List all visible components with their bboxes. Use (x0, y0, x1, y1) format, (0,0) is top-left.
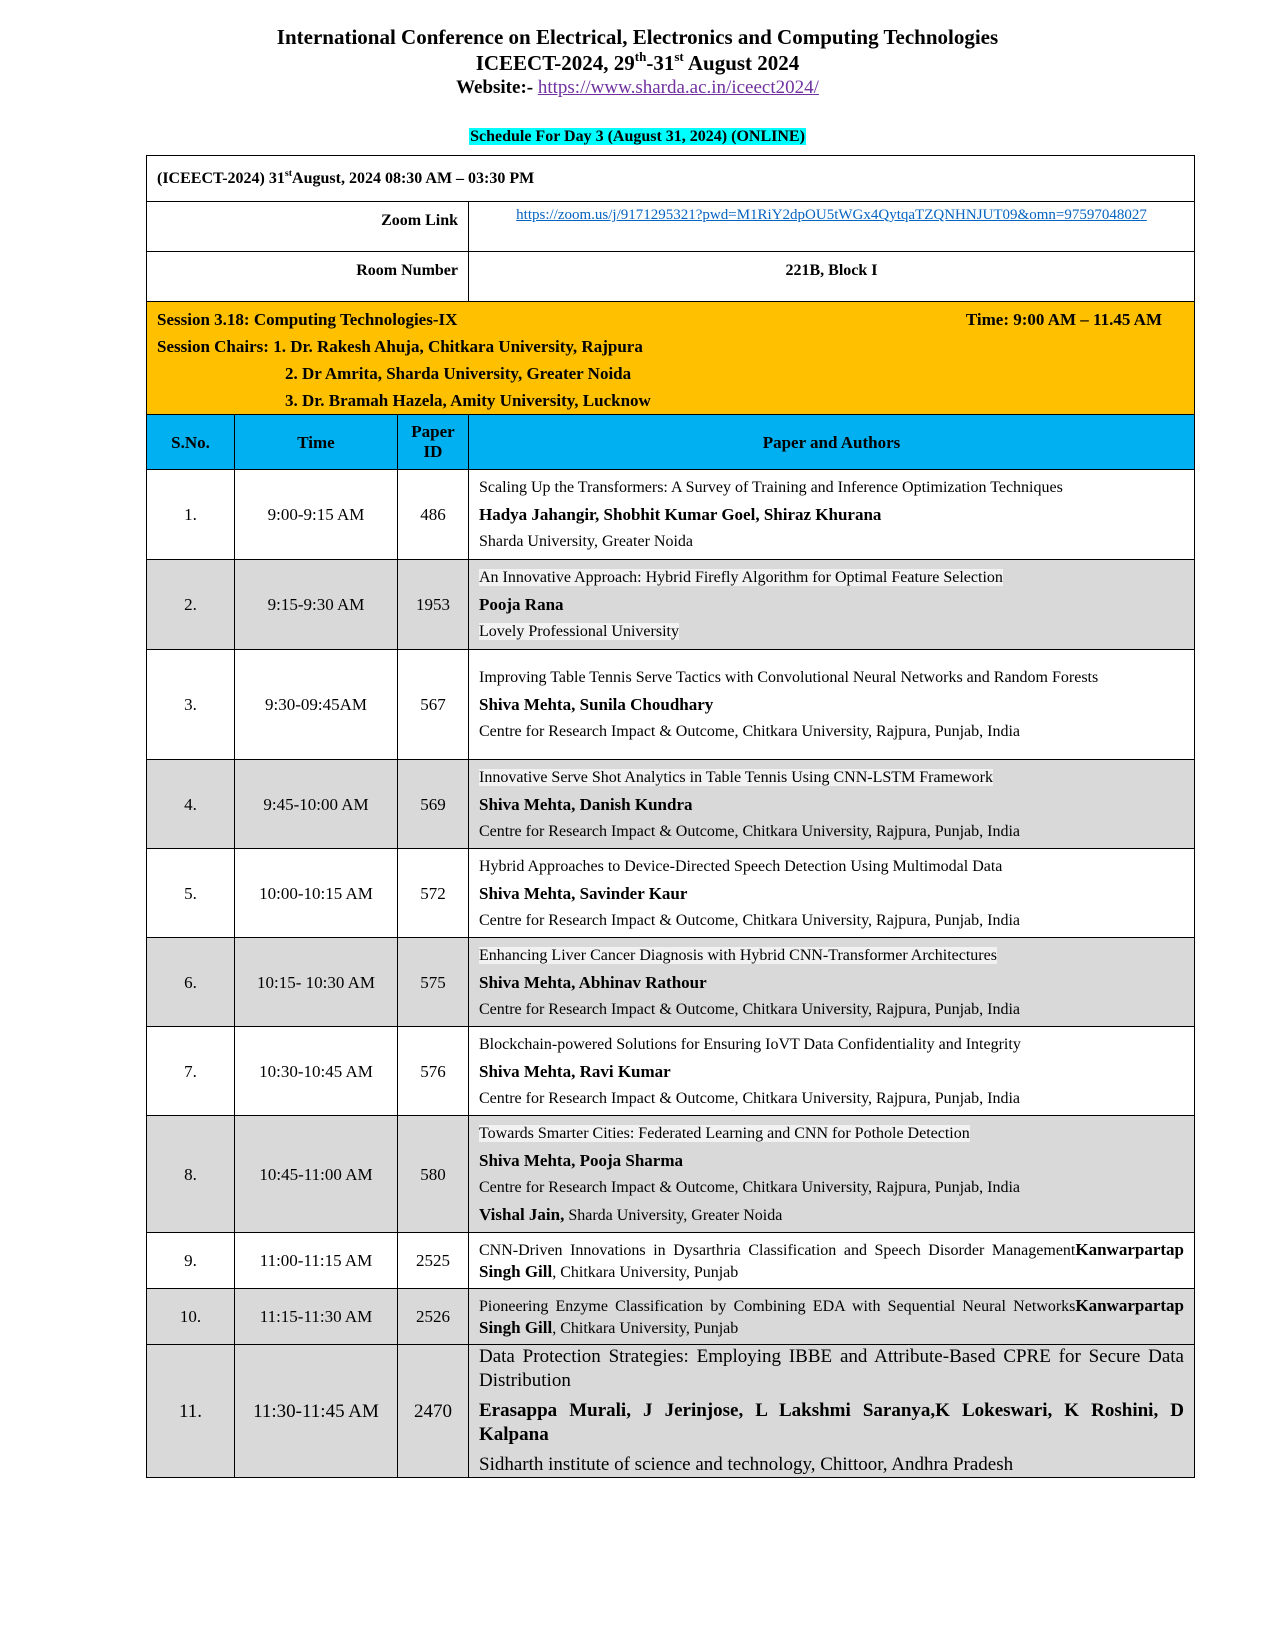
paper-affiliation: Centre for Research Impact & Outcome, Chitkara University, Rajpura, Punjab, India (479, 1089, 1021, 1107)
row-sno: 1. (147, 470, 235, 560)
col-paper-authors: Paper and Authors (469, 415, 1195, 470)
paper-authors: Hadya Jahangir, Shobhit Kumar Goel, Shiraz Khurana (479, 505, 882, 524)
row-paper (469, 560, 1195, 650)
paper-title: Innovative Serve Shot Analytics in Table Tennis Using CNN-LSTM Framework (479, 768, 993, 786)
row-paper-id: 2526 (398, 1289, 469, 1345)
row-sno: 8. (147, 1116, 235, 1233)
row-paper-id: 1953 (398, 560, 469, 650)
row-paper (469, 938, 1195, 1027)
row-paper-id: 572 (398, 849, 469, 938)
paper-affiliation: , Chitkara University, Punjab (552, 1263, 739, 1281)
paper-authors: Shiva Mehta, Pooja Sharma (479, 1150, 683, 1170)
row-paper-id: 567 (398, 650, 469, 760)
paper-affiliation: Lovely Professional University (479, 623, 679, 640)
table-row (147, 470, 1195, 560)
paper-authors: Shiva Mehta, Savinder Kaur (479, 883, 688, 903)
row-paper (469, 1233, 1195, 1289)
row-paper (469, 1116, 1195, 1233)
table-row (147, 1289, 1195, 1345)
row-sno: 3. (147, 650, 235, 760)
paper-affiliation: Sidharth institute of science and technology, Chittoor, Andhra Pradesh (479, 1454, 1014, 1475)
website-link[interactable]: https://www.sharda.ac.in/iceect2024/ (537, 77, 819, 98)
paper-title: Data Protection Strategies: Employing IBBE and Attribute-Based CPRE for Secure Data Distribution (479, 1346, 1184, 1391)
row-paper-id: 569 (398, 760, 469, 849)
paper-affiliation: Sharda University, Greater Noida (479, 533, 693, 550)
row-time: 10:15- 10:30 AM (235, 938, 398, 1027)
row-paper (469, 1289, 1195, 1345)
paper-title: Improving Table Tennis Serve Tactics with Convolutional Neural Networks and Random Forests (479, 669, 1099, 686)
event-datetime: (ICEECT-2024) 31stAugust, 2024 08:30 AM – 03:30 PM (147, 156, 1195, 202)
session-title: Session 3.18: Computing Technologies-IX (157, 310, 458, 329)
session-chairs-label: Session Chairs: (157, 337, 274, 356)
paper-title: Hybrid Approaches to Device-Directed Speech Detection Using Multimodal Data (479, 857, 1003, 875)
website-label: Website:- (456, 77, 538, 98)
schedule-title: Schedule For Day 3 (August 31, 2024) (ONLINE) (470, 128, 805, 145)
row-paper (469, 849, 1195, 938)
table-row (147, 938, 1195, 1027)
paper-affiliation: , Chitkara University, Punjab (552, 1319, 739, 1337)
paper-authors: Shiva Mehta, Ravi Kumar (479, 1061, 671, 1081)
row-time: 9:45-10:00 AM (235, 760, 398, 849)
row-sno: 7. (147, 1027, 235, 1116)
row-paper-id: 580 (398, 1116, 469, 1233)
session-chair-2: 2. Dr Amrita, Sharda University, Greater Noida (285, 364, 632, 383)
row-paper-id: 486 (398, 470, 469, 560)
table-row (147, 760, 1195, 849)
row-sno: 4. (147, 760, 235, 849)
row-paper (469, 1027, 1195, 1116)
row-sno: 6. (147, 938, 235, 1027)
row-time: 11:30-11:45 AM (235, 1345, 398, 1478)
row-paper-id: 576 (398, 1027, 469, 1116)
table-row (147, 1345, 1195, 1478)
room-row (147, 252, 1195, 302)
session-row (147, 302, 1195, 415)
zoom-label: Zoom Link (147, 202, 469, 252)
row-sno: 11. (147, 1345, 235, 1478)
table-row (147, 560, 1195, 650)
paper-title: Enhancing Liver Cancer Diagnosis with Hybrid CNN-Transformer Architectures (479, 946, 997, 964)
paper-authors: Shiva Mehta, Abhinav Rathour (479, 972, 707, 992)
paper-authors: Shiva Mehta, Sunila Choudhary (479, 695, 714, 714)
paper-title: Towards Smarter Cities: Federated Learning and CNN for Pothole Detection (479, 1124, 970, 1142)
row-time: 11:00-11:15 AM (235, 1233, 398, 1289)
row-paper (469, 1345, 1195, 1478)
table-row (147, 650, 1195, 760)
row-sno: 10. (147, 1289, 235, 1345)
paper-authors: Pooja Rana (479, 595, 564, 614)
col-sno: S.No. (147, 415, 235, 470)
zoom-link[interactable]: https://zoom.us/j/9171295321?pwd=M1RiY2dpOU5tWGx4QytqaTZQNHNJUT09&omn=97597048027 (516, 207, 1147, 223)
conference-edition: ICEECT-2024, 29th-31st August 2024 (475, 48, 800, 75)
zoom-cell (469, 202, 1195, 252)
session-chair-1: 1. Dr. Rakesh Ahuja, Chitkara University, Rajpura (273, 337, 643, 356)
zoom-row (147, 202, 1195, 252)
row-time: 10:30-10:45 AM (235, 1027, 398, 1116)
room-value: 221B, Block I (469, 252, 1195, 302)
paper-title: An Innovative Approach: Hybrid Firefly Algorithm for Optimal Feature Selection (479, 569, 1003, 586)
row-time: 10:45-11:00 AM (235, 1116, 398, 1233)
session-chair-3: 3. Dr. Bramah Hazela, Amity University, Lucknow (285, 391, 651, 410)
paper-extra-author: Vishal Jain, (479, 1204, 565, 1224)
row-sno: 9. (147, 1233, 235, 1289)
paper-title: Blockchain-powered Solutions for Ensuring IoVT Data Confidentiality and Integrity (479, 1035, 1021, 1053)
table-row (147, 1027, 1195, 1116)
paper-title: CNN-Driven Innovations in Dysarthria Classification and Speech Disorder Management (479, 1241, 1076, 1259)
paper-affiliation: Centre for Research Impact & Outcome, Chitkara University, Rajpura, Punjab, India (479, 822, 1021, 840)
paper-affiliation: Centre for Research Impact & Outcome, Chitkara University, Rajpura, Punjab, India (479, 1000, 1021, 1018)
paper-authors: Shiva Mehta, Danish Kundra (479, 794, 693, 814)
row-sno: 2. (147, 560, 235, 650)
row-paper-id: 575 (398, 938, 469, 1027)
row-time: 9:15-9:30 AM (235, 560, 398, 650)
session-time: Time: 9:00 AM – 11.45 AM (965, 310, 1162, 329)
website-line (0, 76, 1275, 100)
paper-affiliation: Centre for Research Impact & Outcome, Chitkara University, Rajpura, Punjab, India (479, 911, 1021, 929)
col-paper-id: Paper ID (398, 415, 469, 470)
row-sno: 5. (147, 849, 235, 938)
row-paper (469, 650, 1195, 760)
col-time: Time (235, 415, 398, 470)
paper-authors: Kanwarpartap Singh Gill (479, 1239, 1184, 1281)
row-paper-id: 2525 (398, 1233, 469, 1289)
schedule-table (146, 155, 1195, 1478)
row-paper (469, 760, 1195, 849)
conference-title: International Conference on Electrical, Electronics and Computing Technologies (276, 25, 999, 49)
table-row (147, 849, 1195, 938)
table-row (147, 1116, 1195, 1233)
paper-affiliation: Centre for Research Impact & Outcome, Chitkara University, Rajpura, Punjab, India (479, 723, 1021, 740)
paper-authors: Kanwarpartap Singh Gill (479, 1295, 1184, 1337)
paper-affiliation: Centre for Research Impact & Outcome, Chitkara University, Rajpura, Punjab, India (479, 1178, 1021, 1196)
room-label: Room Number (147, 252, 469, 302)
row-time: 9:30-09:45AM (235, 650, 398, 760)
row-paper (469, 470, 1195, 560)
row-time: 11:15-11:30 AM (235, 1289, 398, 1345)
event-row (147, 156, 1195, 202)
paper-authors: Erasappa Murali, J Jerinjose, L Lakshmi Saranya,K Lokeswari, K Roshini, D Kalpana (479, 1400, 1184, 1445)
table-row (147, 1233, 1195, 1289)
row-paper-id: 2470 (398, 1345, 469, 1478)
session-info (147, 302, 1195, 415)
paper-title: Pioneering Enzyme Classification by Combining EDA with Sequential Neural Networks (479, 1297, 1076, 1315)
column-header-row (147, 415, 1195, 470)
row-time: 10:00-10:15 AM (235, 849, 398, 938)
paper-extra-affiliation: Sharda University, Greater Noida (564, 1206, 783, 1224)
paper-title: Scaling Up the Transformers: A Survey of Training and Inference Optimization Techniques (479, 479, 1063, 496)
row-time: 9:00-9:15 AM (235, 470, 398, 560)
